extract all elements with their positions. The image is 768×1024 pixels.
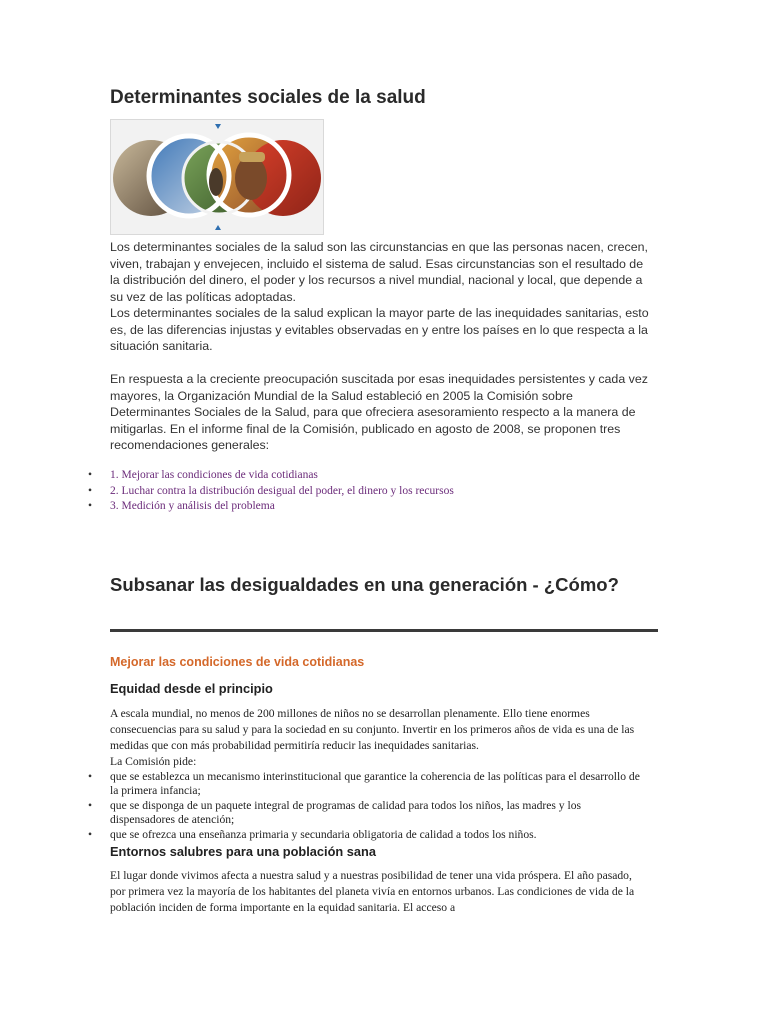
equity-heading: Equidad desde el principio (110, 681, 273, 696)
list-item (88, 499, 648, 515)
recommendation-link-1[interactable]: 1. Mejorar las condiciones de vida cotidianas (110, 469, 318, 481)
list-item (88, 770, 648, 797)
subsection-heading: Mejorar las condiciones de vida cotidianas (110, 655, 365, 669)
list-item (88, 468, 648, 484)
healthy-environments-paragraph: El lugar donde vivimos afecta a nuestra salud y a nuestras posibilidad de tener una vida próspera. El año pasado, por primera vez la mayoría de los habitantes del planeta vivía en entornos urbanos. Las condiciones de vida de la población inciden de forma importante en la equidad sanitaria. El acceso a (110, 869, 635, 914)
intro-paragraph-2: Los determinantes sociales de la salud explican la mayor parte de las inequidades sanitarias, esto es, de las diferencias injustas y evitables observadas en y entre los países en lo que respecta a la situación sanitaria. (110, 306, 649, 353)
banner-image (110, 119, 324, 235)
bullet-icon: • (88, 828, 93, 841)
bullet-text: que se establezca un mecanismo interinstitucional que garantice la coherencia de las políticas para el desarrollo de la primera infancia; (110, 770, 640, 797)
section-title: Subsanar las desigualdades en una generación - ¿Cómo? (110, 574, 619, 595)
list-item (88, 799, 648, 826)
recommendation-link-3[interactable]: 3. Medición y análisis del problema (110, 500, 275, 512)
equity-paragraph: A escala mundial, no menos de 200 millones de niños no se desarrollan plenamente. Ello tiene enormes consecuencias para su salud y para la sociedad en su conjunto. Invertir en los primeros años de vida es una de las medidas que con más probabilidad permitiría reducir las inequidades sanitarias. (110, 707, 635, 752)
bullet-text: que se ofrezca una enseñanza primaria y secundaria obligatoria de calidad a todos los niños. (110, 828, 537, 841)
commission-bullets (88, 770, 648, 844)
list-item (88, 484, 648, 500)
bullet-icon: • (88, 469, 93, 481)
photo-collage-image (111, 120, 323, 234)
bullet-icon: • (88, 770, 93, 783)
bullet-icon: • (88, 799, 93, 812)
intro-paragraph-1: Los determinantes sociales de la salud son las circunstancias en que las personas nacen, crecen, viven, trabajan y envejecen, incluido el sistema de salud. Esas circunstancias son el resultado de la distribución del dinero, el poder y los recursos a nivel mundial, nacional y local, que depende a su vez de las políticas adoptadas. (110, 240, 648, 304)
section-divider (110, 629, 658, 632)
list-item (88, 828, 648, 842)
healthy-environments-heading: Entornos salubres para una población sana (110, 844, 376, 859)
bullet-text: que se disponga de un paquete integral de programas de calidad para todos los niños, las madres y los dispensadores de atención; (110, 799, 582, 826)
page-title: Determinantes sociales de la salud (110, 87, 426, 108)
recommendation-link-2[interactable]: 2. Luchar contra la distribución desigual del poder, el dinero y los recursos (110, 484, 454, 497)
intro-paragraph-3: En respuesta a la creciente preocupación suscitada por esas inequidades persistentes y cada vez mayores, la Organización Mundial de la Salud estableció en 2005 la Comisión sobre Determinantes Sociales de la Salud, para que ofreciera asesoramiento respecto a la manera de mitigarlas. En el informe final de la Comisión, publicado en agosto de 2008, se proponen tres recomendaciones generales: (110, 372, 648, 452)
commission-asks-text: La Comisión pide: (110, 755, 197, 768)
bullet-icon: • (88, 500, 93, 512)
recommendations-list (88, 468, 648, 515)
bullet-icon: • (88, 484, 93, 497)
